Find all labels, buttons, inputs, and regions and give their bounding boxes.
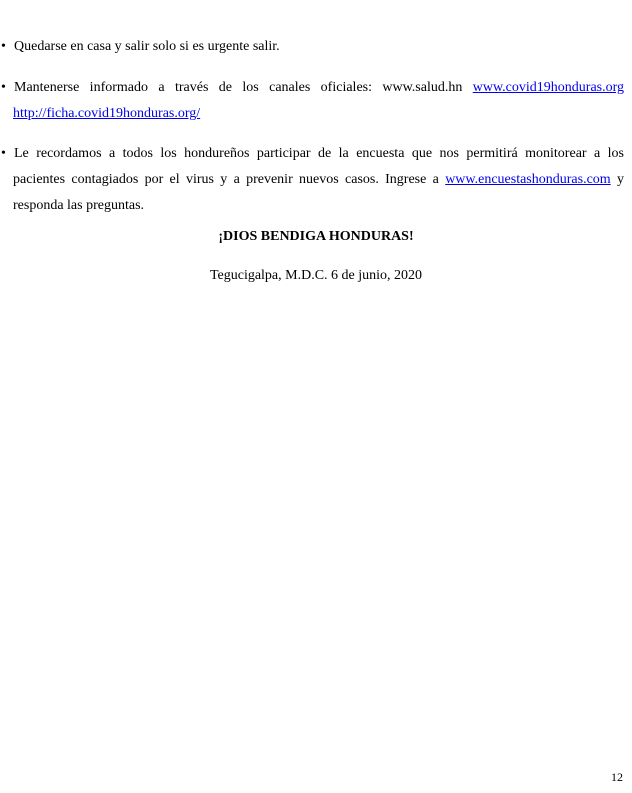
bullet-continuation (0, 101, 624, 127)
bullet-text-segment: Mantenerse informado a través de los canales oficiales: www.salud.hn (14, 80, 463, 95)
encuestashonduras-link[interactable]: www.encuestashonduras.com (445, 172, 611, 187)
bullet-text (14, 75, 624, 101)
closing-title: ¡DIOS BENDIGA HONDURAS! (218, 229, 414, 244)
closing-place-date: Tegucigalpa, M.D.C. 6 de junio, 2020 (209, 268, 423, 283)
bullet-text-segment: y (617, 172, 624, 187)
bullet-glyph: • (1, 146, 6, 161)
bullet-continuation: responda las preguntas. (13, 198, 145, 213)
bullet-item-stay-home (0, 34, 624, 60)
bullet-text: Quedarse en casa y salir solo si es urgente salir. (14, 39, 280, 54)
bullet-item-survey (0, 141, 624, 219)
bullet-glyph: • (1, 39, 6, 54)
bullet-text-segment: pacientes contagiados por el virus y a prevenir nuevos casos. Ingrese a (13, 172, 439, 187)
bullet-glyph: • (1, 80, 6, 95)
bullet-text: Le recordamos a todos los hondureños participar de la encuesta que nos permitirá monitorear a los (14, 146, 624, 161)
ficha-covid19honduras-link[interactable]: http://ficha.covid19honduras.org/ (13, 106, 201, 121)
covid19honduras-link[interactable]: www.covid19honduras.org (472, 80, 625, 95)
bullet-continuation (0, 167, 624, 193)
bullet-item-official-channels (0, 75, 624, 127)
bullet-text (13, 167, 624, 193)
page-number: 12 (611, 770, 623, 784)
